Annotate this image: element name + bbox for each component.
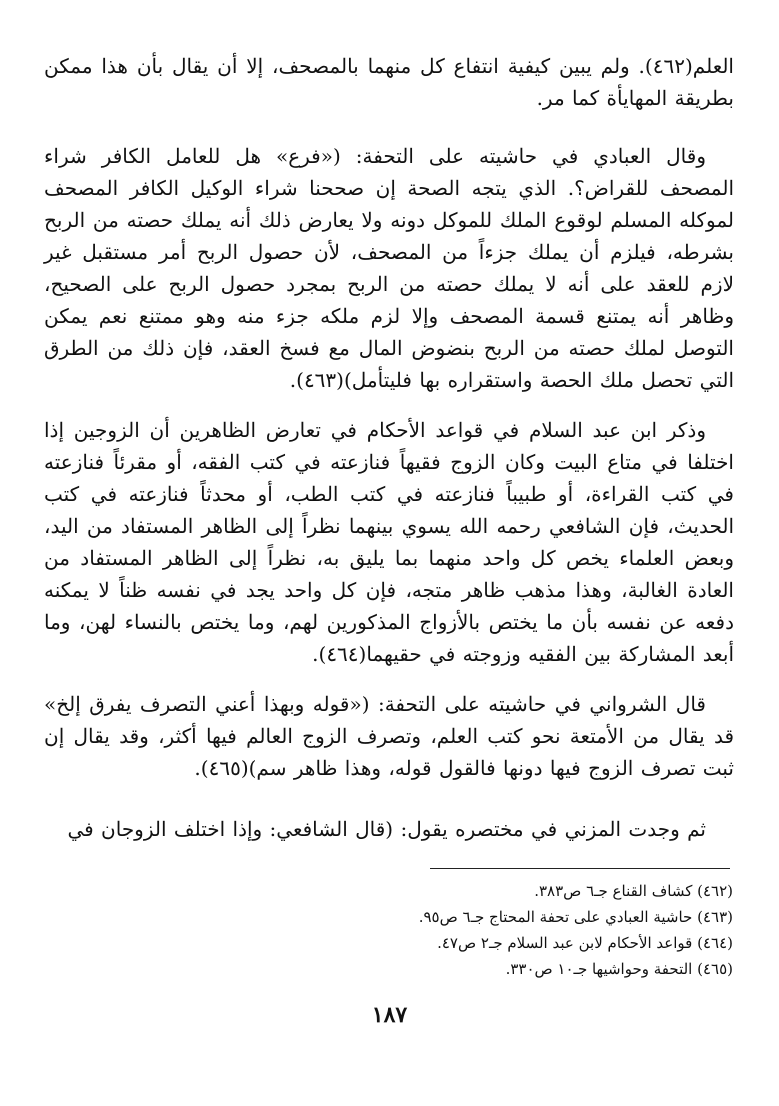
footnote-463: (٤٦٣) حاشية العبادي على تحفة المحتاج جـ٦ ص٩٥. bbox=[418, 908, 733, 926]
footnote-465: (٤٦٥) التحفة وحواشيها جـ١٠ ص٣٣٠. bbox=[505, 960, 733, 978]
paragraph-3: وذكر ابن عبد السلام في قواعد الأحكام في تعارض الظاهرين أن الزوجين إذا اختلفا في متاع البيت وكان الزوج فقيهاً فنازعته في كتب الفقه، أو مقرئاً فنازعته في كتب القراءة، أو طبيباً فنازعته في كتب الطب، أو محدثاً فنازعته في كتب الحديث، فإن الشافعي رحمه الله يسوي بينهما نظراً إلى الظاهر المستفاد من اليد، وبعض العلماء يخص كل واحد منهما بما يليق به، نظراً إلى الظاهر المستفاد من العادة الغالبة، وهذا مذهب ظاهر متجه، فإن كل واحد يجد في نفسه ظناً لا يمكنه دفعه عن نفسه بأن ما يختص بالأزواج المذكورين لهم، وما يختص بالنساء لهن، وما أبعد المشاركة بين الفقيه وزوجته في حقيهما(٤٦٤). bbox=[44, 418, 734, 666]
footnote-462: (٤٦٢) كشاف القناع جـ٦ ص٣٨٣. bbox=[534, 882, 733, 900]
page-number: ١٨٧ bbox=[371, 1002, 408, 1028]
paragraph-2: وقال العبادي في حاشيته على التحفة: («فرع» هل للعامل الكافر شراء المصحف للقراض؟. الذي يتجه الصحة إن صححنا شراء الوكيل الكافر المصحف لموكله المسلم لوقوع الملك للموكل دونه ولا يعارض ذلك أنه يملك حصته من الربح بشرطه، فيلزم أن يملك جزءاً من المصحف، لأن حصول الربح أمر مستقبل غير لازم للعقد على أنه لا يملك حصته من الربح بمجرد حصول الربح على الصحيح، وظاهر أنه يمتنع قسمة المصحف وإلا لزم ملكه جزء منه وهو ممتنع نعم يمكن التوصل لملك حصته من الربح بنضوض المال مع فسخ العقد، فإن ذلك من الطرق التي تحصل ملك الحصة واستقراره بها فليتأمل)(٤٦٣). bbox=[44, 144, 734, 392]
footnote-divider bbox=[430, 868, 730, 869]
paragraph-4: قال الشرواني في حاشيته على التحفة: («قوله وبهذا أعني التصرف يفرق إلخ» قد يقال من الأمتعة نحو كتب العلم، وتصرف الزوج العالم فيها أكثر، وقد يقال إن ثبت تصرف الزوج فيها دونها فالقول قوله، وهذا ظاهر سم)(٤٦٥). bbox=[44, 692, 734, 780]
footnote-464: (٤٦٤) قواعد الأحكام لابن عبد السلام جـ٢ ص٤٧. bbox=[437, 934, 733, 952]
paragraph-1: العلم(٤٦٢). ولم يبين كيفية انتفاع كل منهما بالمصحف، إلا أن يقال بأن هذا ممكن بطريقة المهايأة كما مر. bbox=[44, 54, 734, 110]
paragraph-5: ثم وجدت المزني في مختصره يقول: (قال الشافعي: وإذا اختلف الزوجان في bbox=[67, 817, 706, 841]
footnotes bbox=[419, 878, 733, 982]
